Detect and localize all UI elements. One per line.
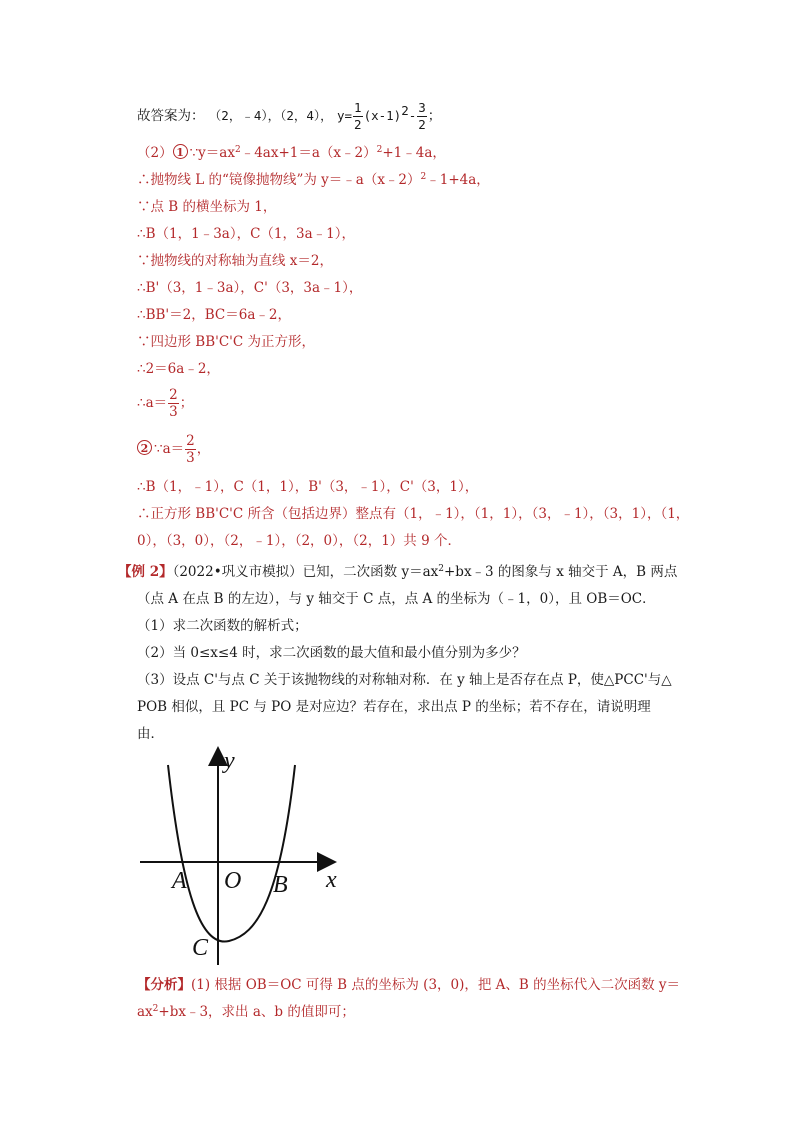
- question-2: （2）当 0≤x≤4 时，求二次函数的最大值和最小值分别为多少？: [137, 645, 526, 661]
- parabola-curve: [168, 765, 295, 942]
- solution-line-12: ∴B（1，﹣1），C（1，1），B'（3，﹣1），C'（3，1），: [137, 479, 479, 495]
- example-line-1: [118, 562, 677, 582]
- origin-label: O: [224, 868, 242, 894]
- solution-line-10: [137, 386, 193, 420]
- solution-text: ﹣4ax+1＝a（x﹣2）: [240, 145, 377, 161]
- example-text: （2022•巩义市模拟）已知，二次函数 y＝ax: [172, 564, 439, 580]
- circled-number-icon: 1: [173, 144, 188, 159]
- fraction-numerator: 2: [186, 433, 195, 449]
- analysis-tag: 【分析】: [137, 977, 191, 993]
- point-a-label: A: [172, 868, 187, 894]
- point-c-label: C: [192, 935, 209, 961]
- fraction-numerator: 3: [418, 100, 426, 115]
- part-number: （2）: [137, 145, 173, 161]
- example-tag: 【例 2】: [118, 564, 173, 580]
- fraction-denominator: 2: [354, 117, 362, 132]
- fraction-numerator: 2: [169, 387, 178, 403]
- point-b-label: B: [273, 872, 288, 898]
- answer-line: [137, 100, 441, 133]
- solution-text: ∵a＝: [154, 441, 185, 457]
- fraction-numerator: 1: [354, 100, 362, 115]
- answer-mid: (x-1): [363, 108, 402, 123]
- x-axis-label: x: [326, 867, 337, 893]
- analysis-line-2: [137, 1002, 355, 1022]
- solution-line-2: [137, 170, 490, 190]
- solution-text: ，: [196, 441, 211, 457]
- solution-text: ∴抛物线 L 的“镜像抛物线”为 y＝﹣a（x﹣2）: [137, 172, 421, 188]
- circled-number-icon: 2: [137, 440, 152, 455]
- solution-line-6: ∴B'（3，1﹣3a），C'（3，3a﹣1），: [137, 280, 363, 296]
- superscript: 2: [420, 172, 427, 182]
- question-3-line-1: （3）设点 C'与点 C 关于该抛物线的对称轴对称．在 y 轴上是否存在点 P，使△PCC'与△: [137, 672, 672, 688]
- fraction-two-thirds: [185, 433, 196, 466]
- solution-text: ﹣1+4a，: [426, 172, 490, 188]
- superscript: 2: [152, 1004, 159, 1014]
- solution-line-7: ∴BB'＝2，BC＝6a﹣2，: [137, 307, 291, 323]
- answer-point-2: （2，4），: [280, 108, 333, 123]
- solution-text: +1﹣4a，: [382, 145, 446, 161]
- answer-point-1: （2，﹣4），: [208, 108, 281, 123]
- example-line-2: （点 A 在点 B 的左边），与 y 轴交于 C 点，点 A 的坐标为（﹣1，0），且 OB＝OC．: [137, 591, 656, 607]
- answer-y-eq: y=: [336, 108, 353, 123]
- solution-text: ∴a＝: [137, 395, 168, 411]
- solution-line-3: ∵点 B 的横坐标为 1，: [137, 199, 277, 215]
- answer-fraction-1: [353, 100, 363, 133]
- analysis-line-1: [137, 975, 680, 995]
- fraction-denominator: 3: [186, 450, 195, 466]
- question-3-line-2: POB 相似，且 PC 与 PO 是对应边？若存在，求出点 P 的坐标；若不存在，请说明理: [137, 699, 651, 715]
- analysis-text: ax: [137, 1004, 153, 1020]
- solution-text: ；: [179, 395, 194, 411]
- answer-end: ；: [427, 108, 442, 124]
- answer-fraction-2: [417, 100, 427, 133]
- answer-minus: -: [408, 108, 417, 123]
- superscript: 2: [234, 145, 241, 155]
- question-1: （1）求二次函数的解析式；: [137, 618, 308, 634]
- question-3-line-3: 由．: [137, 726, 164, 742]
- solution-line-4: ∴B（1，1﹣3a），C（1，3a﹣1），: [137, 226, 355, 242]
- analysis-text: (1) 根据 OB＝OC 可得 B 点的坐标为 (3，0)，把 A、B 的坐标代入二次函数 y＝: [191, 977, 681, 993]
- solution-line-14: 0），（3，0），（2，﹣1），（2，0），（2，1）共 9 个．: [137, 533, 461, 549]
- answer-square: 2: [401, 103, 409, 118]
- solution-line-5: ∵抛物线的对称轴为直线 x＝2，: [137, 253, 333, 269]
- analysis-text: +bx﹣3，求出 a、b 的值即可；: [158, 1004, 355, 1020]
- answer-prefix: 故答案为：: [137, 108, 205, 124]
- solution-line-11: [137, 432, 210, 466]
- solution-line-8: ∵四边形 BB'C'C 为正方形，: [137, 334, 316, 350]
- example-text: +bx﹣3 的图象与 x 轴交于 A，B 两点: [443, 564, 678, 580]
- superscript: 2: [438, 564, 444, 574]
- solution-text: ∵y＝ax: [189, 145, 235, 161]
- fraction-denominator: 3: [169, 404, 178, 420]
- solution-line-1: [137, 143, 446, 163]
- parabola-figure: [130, 740, 350, 970]
- solution-line-13: ∴正方形 BB'C'C 所含（包括边界）整点有（1，﹣1），（1，1），（3，﹣1），（3，1），（1，: [137, 506, 690, 522]
- superscript: 2: [376, 145, 383, 155]
- fraction-denominator: 2: [418, 117, 426, 132]
- solution-line-9: ∴2＝6a﹣2，: [137, 361, 220, 377]
- y-axis-label: y: [224, 748, 235, 774]
- fraction-two-thirds: [168, 387, 179, 420]
